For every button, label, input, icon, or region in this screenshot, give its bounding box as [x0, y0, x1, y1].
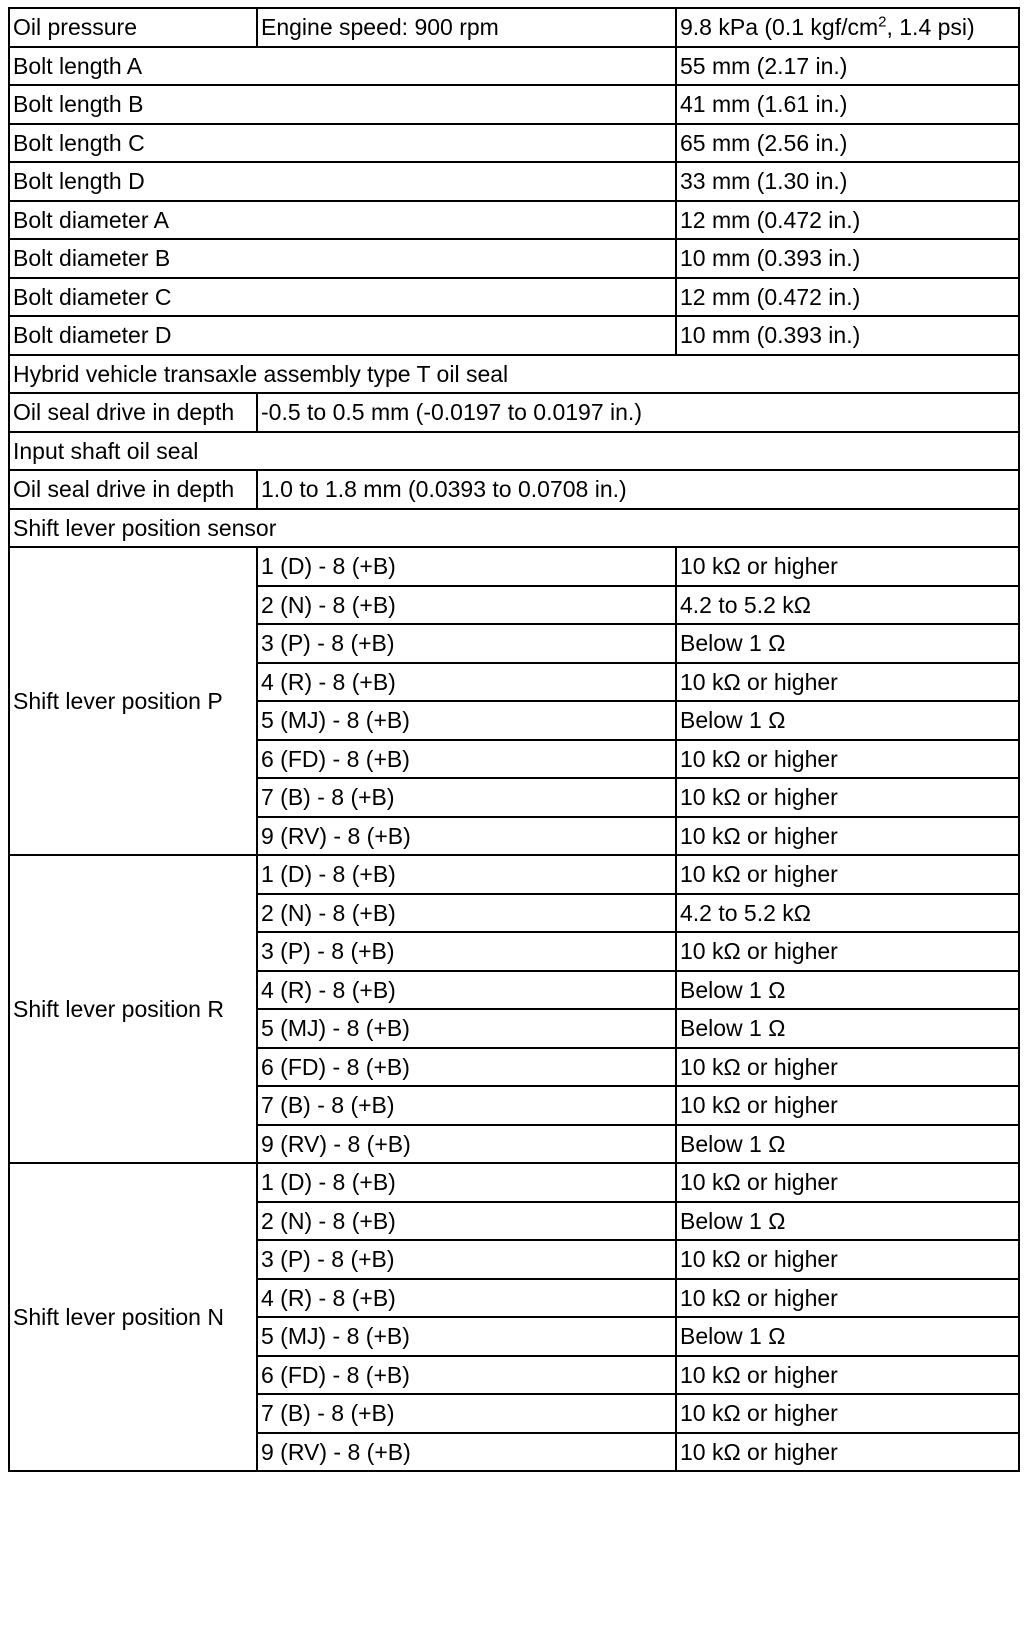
spec-value: 55 mm (2.17 in.)	[676, 47, 1019, 86]
resistance-value: 10 kΩ or higher	[676, 778, 1019, 817]
terminal-connection: 4 (R) - 8 (+B)	[257, 663, 676, 702]
terminal-connection: 4 (R) - 8 (+B)	[257, 1279, 676, 1318]
shift-position-group-label: Shift lever position R	[9, 855, 257, 1163]
table-row	[9, 162, 1019, 201]
resistance-value: Below 1 Ω	[676, 1317, 1019, 1356]
specification-table-body	[9, 8, 1019, 1471]
spec-label: Bolt length C	[9, 124, 676, 163]
terminal-connection: 9 (RV) - 8 (+B)	[257, 1433, 676, 1472]
terminal-connection: 5 (MJ) - 8 (+B)	[257, 701, 676, 740]
spec-label: Bolt diameter D	[9, 316, 676, 355]
terminal-connection: 2 (N) - 8 (+B)	[257, 586, 676, 625]
oil-pressure-condition: Engine speed: 900 rpm	[257, 8, 676, 47]
table-row	[9, 85, 1019, 124]
resistance-value: 10 kΩ or higher	[676, 1433, 1019, 1472]
table-row	[9, 470, 1019, 509]
terminal-connection: 1 (D) - 8 (+B)	[257, 547, 676, 586]
terminal-connection: 2 (N) - 8 (+B)	[257, 894, 676, 933]
spec-label: Bolt diameter C	[9, 278, 676, 317]
table-row	[9, 432, 1019, 471]
resistance-value: 10 kΩ or higher	[676, 1163, 1019, 1202]
spec-value: 1.0 to 1.8 mm (0.0393 to 0.0708 in.)	[257, 470, 1019, 509]
resistance-value: Below 1 Ω	[676, 701, 1019, 740]
resistance-value: Below 1 Ω	[676, 971, 1019, 1010]
oil-pressure-value	[676, 8, 1019, 47]
table-row	[9, 124, 1019, 163]
table-row	[9, 855, 1019, 894]
spec-label: Bolt length D	[9, 162, 676, 201]
terminal-connection: 5 (MJ) - 8 (+B)	[257, 1317, 676, 1356]
resistance-value: 10 kΩ or higher	[676, 1356, 1019, 1395]
spec-label: Oil seal drive in depth	[9, 393, 257, 432]
oil-pressure-value-superscript: 2	[878, 13, 887, 31]
resistance-value: 4.2 to 5.2 kΩ	[676, 586, 1019, 625]
oil-pressure-value-text: 9.8 kPa (0.1 kgf/cm	[680, 14, 879, 41]
resistance-value: 10 kΩ or higher	[676, 932, 1019, 971]
table-row	[9, 1163, 1019, 1202]
table-row	[9, 316, 1019, 355]
resistance-value: 10 kΩ or higher	[676, 547, 1019, 586]
resistance-value: 10 kΩ or higher	[676, 855, 1019, 894]
section-heading-transaxle-oil-seal: Hybrid vehicle transaxle assembly type T oil seal	[9, 355, 1019, 394]
section-heading-shift-lever-position-sensor: Shift lever position sensor	[9, 509, 1019, 548]
table-row	[9, 239, 1019, 278]
oil-pressure-value-suffix: , 1.4 psi)	[886, 14, 975, 41]
spec-label: Bolt diameter B	[9, 239, 676, 278]
specification-table	[8, 7, 1020, 1472]
resistance-value: 10 kΩ or higher	[676, 1279, 1019, 1318]
table-row	[9, 278, 1019, 317]
terminal-connection: 9 (RV) - 8 (+B)	[257, 817, 676, 856]
resistance-value: 10 kΩ or higher	[676, 1240, 1019, 1279]
terminal-connection: 1 (D) - 8 (+B)	[257, 1163, 676, 1202]
terminal-connection: 4 (R) - 8 (+B)	[257, 971, 676, 1010]
resistance-value: 10 kΩ or higher	[676, 1048, 1019, 1087]
terminal-connection: 6 (FD) - 8 (+B)	[257, 740, 676, 779]
table-row	[9, 8, 1019, 47]
section-heading-input-shaft-oil-seal: Input shaft oil seal	[9, 432, 1019, 471]
terminal-connection: 6 (FD) - 8 (+B)	[257, 1356, 676, 1395]
terminal-connection: 5 (MJ) - 8 (+B)	[257, 1009, 676, 1048]
spec-value: 33 mm (1.30 in.)	[676, 162, 1019, 201]
spec-label: Bolt length B	[9, 85, 676, 124]
table-row	[9, 509, 1019, 548]
resistance-value: Below 1 Ω	[676, 1202, 1019, 1241]
spec-label: Bolt diameter A	[9, 201, 676, 240]
resistance-value: 10 kΩ or higher	[676, 663, 1019, 702]
terminal-connection: 3 (P) - 8 (+B)	[257, 932, 676, 971]
table-row	[9, 201, 1019, 240]
resistance-value: Below 1 Ω	[676, 1009, 1019, 1048]
terminal-connection: 1 (D) - 8 (+B)	[257, 855, 676, 894]
table-row	[9, 47, 1019, 86]
terminal-connection: 6 (FD) - 8 (+B)	[257, 1048, 676, 1087]
terminal-connection: 3 (P) - 8 (+B)	[257, 624, 676, 663]
spec-value: 10 mm (0.393 in.)	[676, 316, 1019, 355]
resistance-value: 10 kΩ or higher	[676, 740, 1019, 779]
terminal-connection: 3 (P) - 8 (+B)	[257, 1240, 676, 1279]
spec-value: 65 mm (2.56 in.)	[676, 124, 1019, 163]
resistance-value: 4.2 to 5.2 kΩ	[676, 894, 1019, 933]
resistance-value: Below 1 Ω	[676, 1125, 1019, 1164]
resistance-value: 10 kΩ or higher	[676, 817, 1019, 856]
spec-value: 12 mm (0.472 in.)	[676, 201, 1019, 240]
shift-position-group-label: Shift lever position P	[9, 547, 257, 855]
terminal-connection: 7 (B) - 8 (+B)	[257, 1394, 676, 1433]
table-row	[9, 393, 1019, 432]
spec-value: 12 mm (0.472 in.)	[676, 278, 1019, 317]
spec-value: 10 mm (0.393 in.)	[676, 239, 1019, 278]
terminal-connection: 7 (B) - 8 (+B)	[257, 1086, 676, 1125]
resistance-value: 10 kΩ or higher	[676, 1394, 1019, 1433]
resistance-value: Below 1 Ω	[676, 624, 1019, 663]
table-row	[9, 355, 1019, 394]
oil-pressure-label: Oil pressure	[9, 8, 257, 47]
terminal-connection: 7 (B) - 8 (+B)	[257, 778, 676, 817]
resistance-value: 10 kΩ or higher	[676, 1086, 1019, 1125]
table-row	[9, 547, 1019, 586]
spec-label: Bolt length A	[9, 47, 676, 86]
terminal-connection: 9 (RV) - 8 (+B)	[257, 1125, 676, 1164]
terminal-connection: 2 (N) - 8 (+B)	[257, 1202, 676, 1241]
spec-value: 41 mm (1.61 in.)	[676, 85, 1019, 124]
shift-position-group-label: Shift lever position N	[9, 1163, 257, 1471]
spec-label: Oil seal drive in depth	[9, 470, 257, 509]
spec-value: -0.5 to 0.5 mm (-0.0197 to 0.0197 in.)	[257, 393, 1019, 432]
